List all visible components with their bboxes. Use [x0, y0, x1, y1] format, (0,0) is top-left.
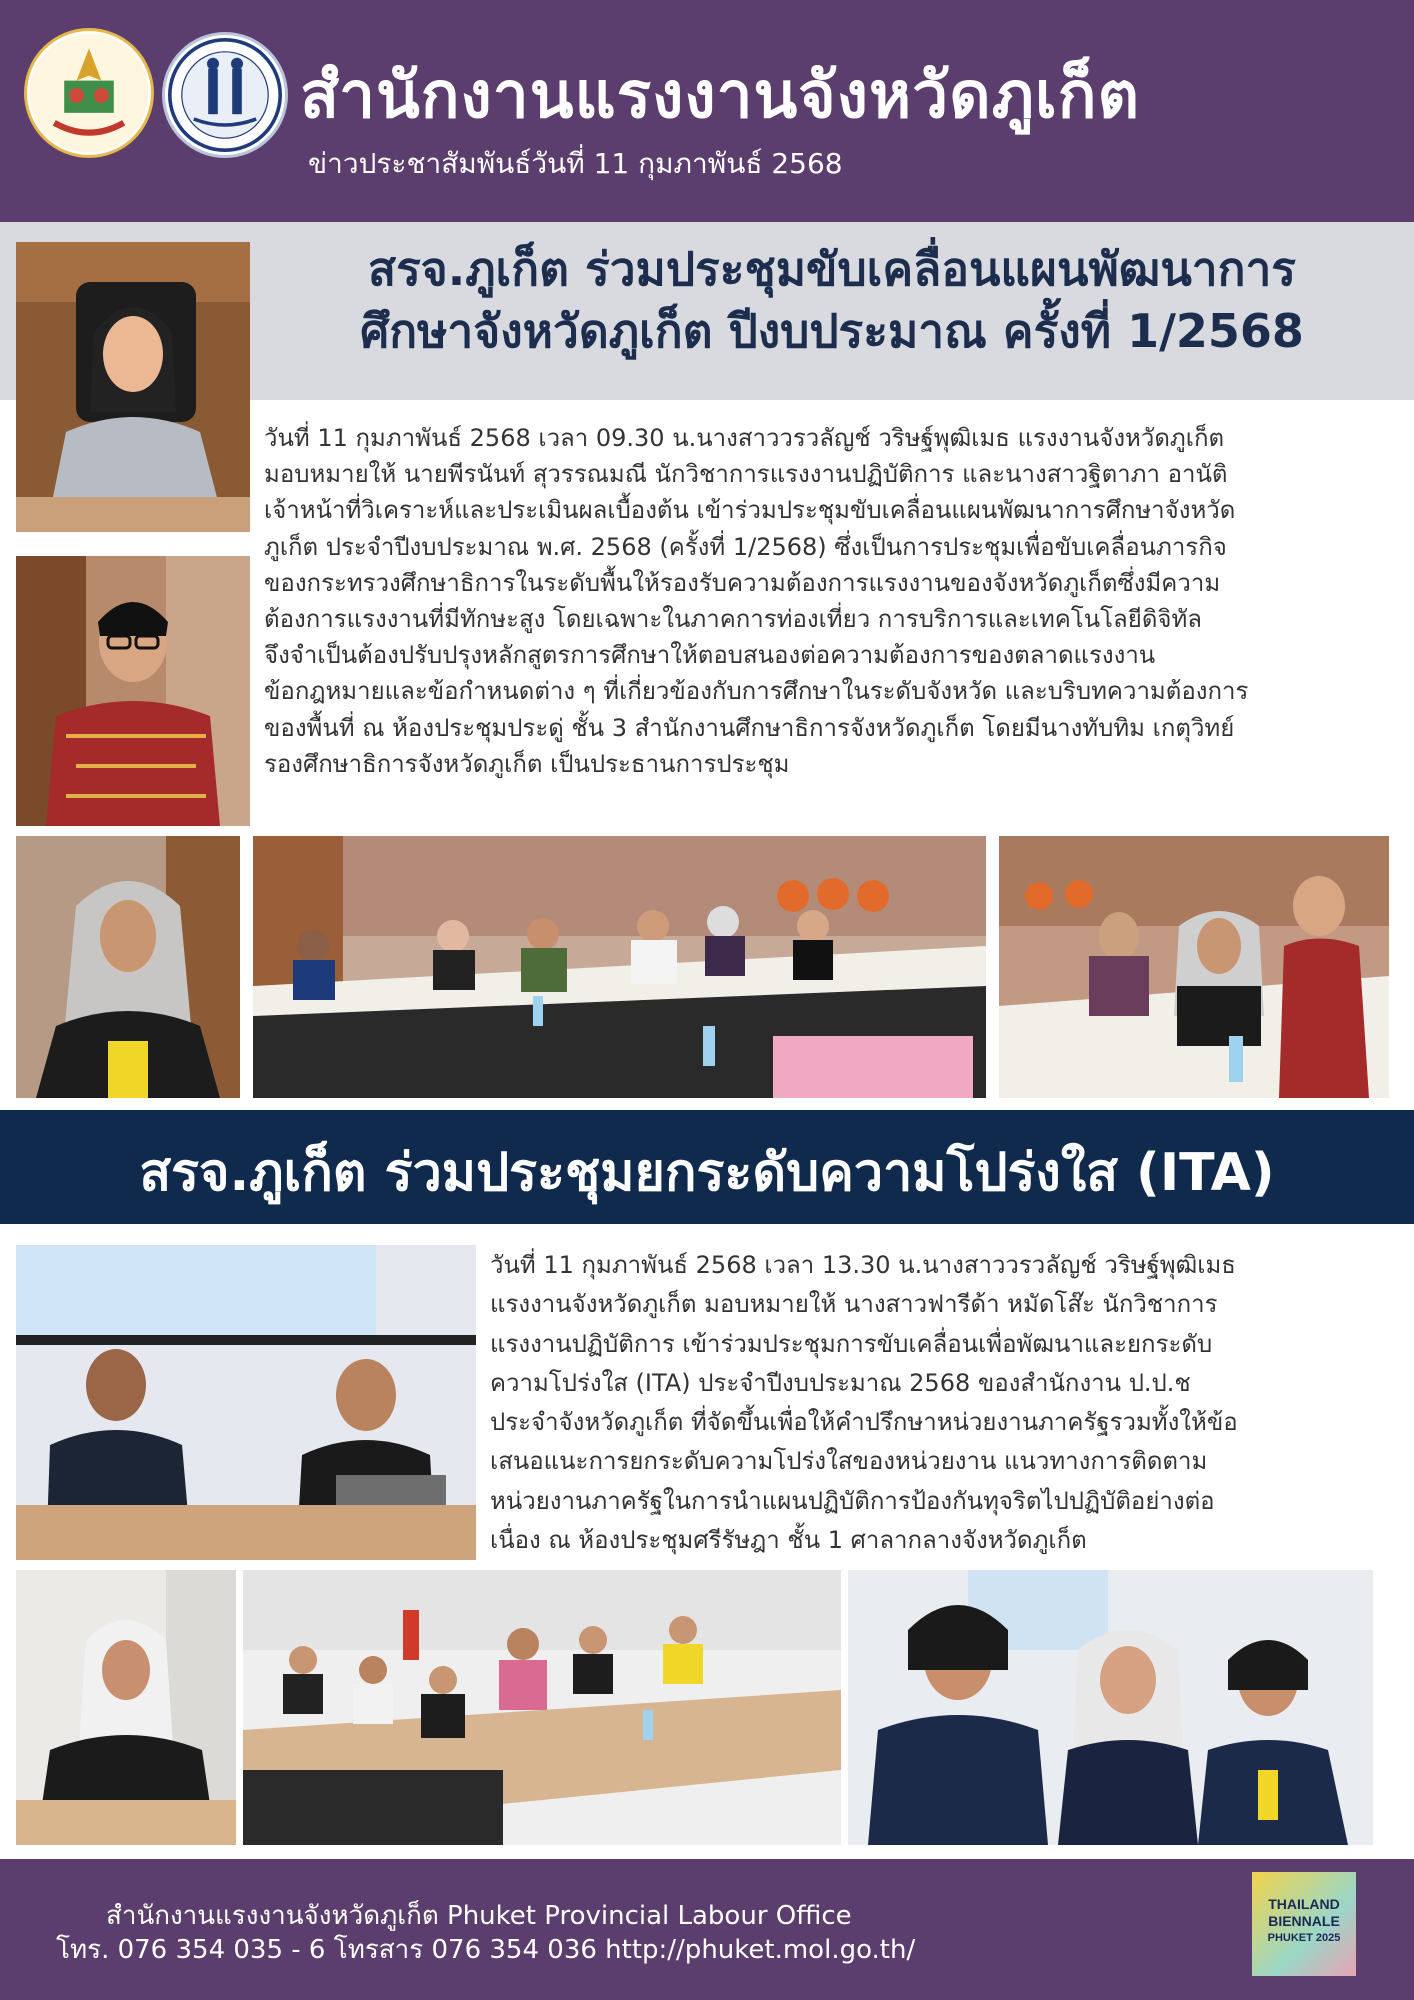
section1-body-text [264, 420, 1404, 782]
photo-officer-hijab [16, 836, 240, 1098]
section1-body-line: เจ้าหน้าที่วิเคราะห์และประเมินผลเบื้องต้น เข้าร่วมประชุมขับเคลื่อนแผนพัฒนาการศึกษาจังหวัด [264, 496, 1236, 525]
section1-title-line2: ศึกษาจังหวัดภูเก็ต ปีงบประมาณ ครั้งที่ 1/2568 [360, 304, 1304, 358]
org-title: สำนักงานแรงงานจังหวัดภูเก็ต [300, 59, 1141, 133]
photo-officials-group [848, 1570, 1373, 1845]
section1-body-line: มอบหมายให้ นายพีรนันท์ สุวรรณมณี นักวิชาการแรงงานปฏิบัติการ และนางสาวฐิตาภา อานัติ [264, 460, 1228, 489]
section2-body-text [490, 1246, 1414, 1561]
section2-body-line: ความโปร่งใส (ITA) ประจำปีงบประมาณ 2568 ของสำนักงาน ป.ป.ช [490, 1368, 1191, 1397]
press-release-date: ข่าวประชาสัมพันธ์วันที่ 11 กุมภาพันธ์ 2568 [308, 147, 843, 180]
section1-title [252, 238, 1412, 362]
section1-body-line: วันที่ 11 กุมภาพันธ์ 2568 เวลา 09.30 น.นางสาววรวลัญช์ วริษฐ์พุฒิเมธ แรงงานจังหวัดภูเก็ต [264, 424, 1225, 452]
section1-body-line: ต้องการแรงงานที่มีทักษะสูง โดยเฉพาะในภาคการท่องเที่ยว การบริการและเทคโนโลยีดิจิทัล [264, 605, 1202, 634]
section1-body-line: ภูเก็ต ประจำปีงบประมาณ พ.ศ. 2568 (ครั้งที่ 1/2568) ซึ่งเป็นการประชุมเพื่อขับเคลื่อนภารกิจ [264, 532, 1227, 561]
section2-body-line: เสนอแนะการยกระดับความโปร่งใสของหน่วยงาน แนวทางการติดตาม [490, 1447, 1208, 1476]
photo-meeting-room-wide [253, 836, 986, 1098]
phuket-province-seal [162, 32, 288, 158]
badge-line: THAILAND [1268, 1896, 1340, 1912]
photo-ita-meeting-officials [16, 1245, 476, 1560]
section2-body-line: ประจำจังหวัดภูเก็ต ที่จัดขึ้นเพื่อให้คำปรึกษาหน่วยงานภาครัฐรวมทั้งให้ข้อ [490, 1408, 1238, 1437]
photo-labour-official-portrait [16, 556, 250, 826]
thailand-biennale-badge [1252, 1872, 1356, 1976]
photo-officer-hijab-seated [16, 1570, 236, 1845]
section2-body-line: แรงงานจังหวัดภูเก็ต มอบหมายให้ นางสาวฟารีด้า หมัดโส๊ะ นักวิชาการ [490, 1290, 1218, 1319]
section1-body-line: ข้อกฎหมายและข้อกำหนดต่าง ๆ ที่เกี่ยวข้องกับการศึกษาในระดับจังหวัด และบริบทความต้องการ [264, 677, 1249, 706]
section1-body-line: จึงจำเป็นต้องปรับปรุงหลักสูตรการศึกษาให้ตอบสนองต่อความต้องการของตลาดแรงงาน [264, 641, 1156, 670]
section2-body-line: เนื่อง ณ ห้องประชุมศรีรัษฎา ชั้น 1 ศาลากลางจังหวัดภูเก็ต [490, 1526, 1087, 1555]
badge-line: PHUKET 2025 [1267, 1932, 1341, 1944]
photo-ita-meeting-room [243, 1570, 841, 1845]
section1-body-line: รองศึกษาธิการจังหวัดภูเก็ต เป็นประธานการประชุม [264, 749, 790, 778]
section2-body-line: หน่วยงานภาครัฐในการนำแผนปฏิบัติการป้องกันทุจริตไปปฏิบัติอย่างต่อ [490, 1486, 1215, 1515]
section2-title: สรจ.ภูเก็ต ร่วมประชุมยกระดับความโปร่งใส (ITA) [139, 1143, 1275, 1203]
section1-body-line: ของกระทรวงศึกษาธิการในระดับพื้นให้รองรับความต้องการแรงงานของจังหวัดภูเก็ตซึ่งมีความ [264, 568, 1221, 597]
footer-office-name: สำนักงานแรงงานจังหวัดภูเก็ต Phuket Provincial Labour Office [106, 1901, 852, 1931]
footer-contact: โทร. 076 354 035 - 6 โทรสาร 076 354 036 http://phuket.mol.go.th/ [56, 1935, 916, 1965]
badge-line: BIENNALE [1268, 1913, 1340, 1929]
ministry-of-labour-logo [24, 28, 154, 158]
photo-labour-officer-portrait [16, 242, 250, 532]
section1-title-line1: สรจ.ภูเก็ต ร่วมประชุมขับเคลื่อนแผนพัฒนาการ [368, 242, 1296, 296]
section1-body-line: ของพื้นที่ ณ ห้องประชุมประดู่ ชั้น 3 สำนักงานศึกษาธิการจังหวัดภูเก็ต โดยมีนางทับทิม เกตุวิทย์ [264, 713, 1235, 742]
section2-body-line: วันที่ 11 กุมภาพันธ์ 2568 เวลา 13.30 น.นางสาววรวลัญช์ วริษฐ์พุฒิเมธ [490, 1251, 1236, 1279]
section2-body-line: แรงงานปฏิบัติการ เข้าร่วมประชุมการขับเคลื่อนเพื่อพัฒนาและยกระดับ [490, 1329, 1213, 1358]
photo-meeting-attendees [999, 836, 1389, 1098]
